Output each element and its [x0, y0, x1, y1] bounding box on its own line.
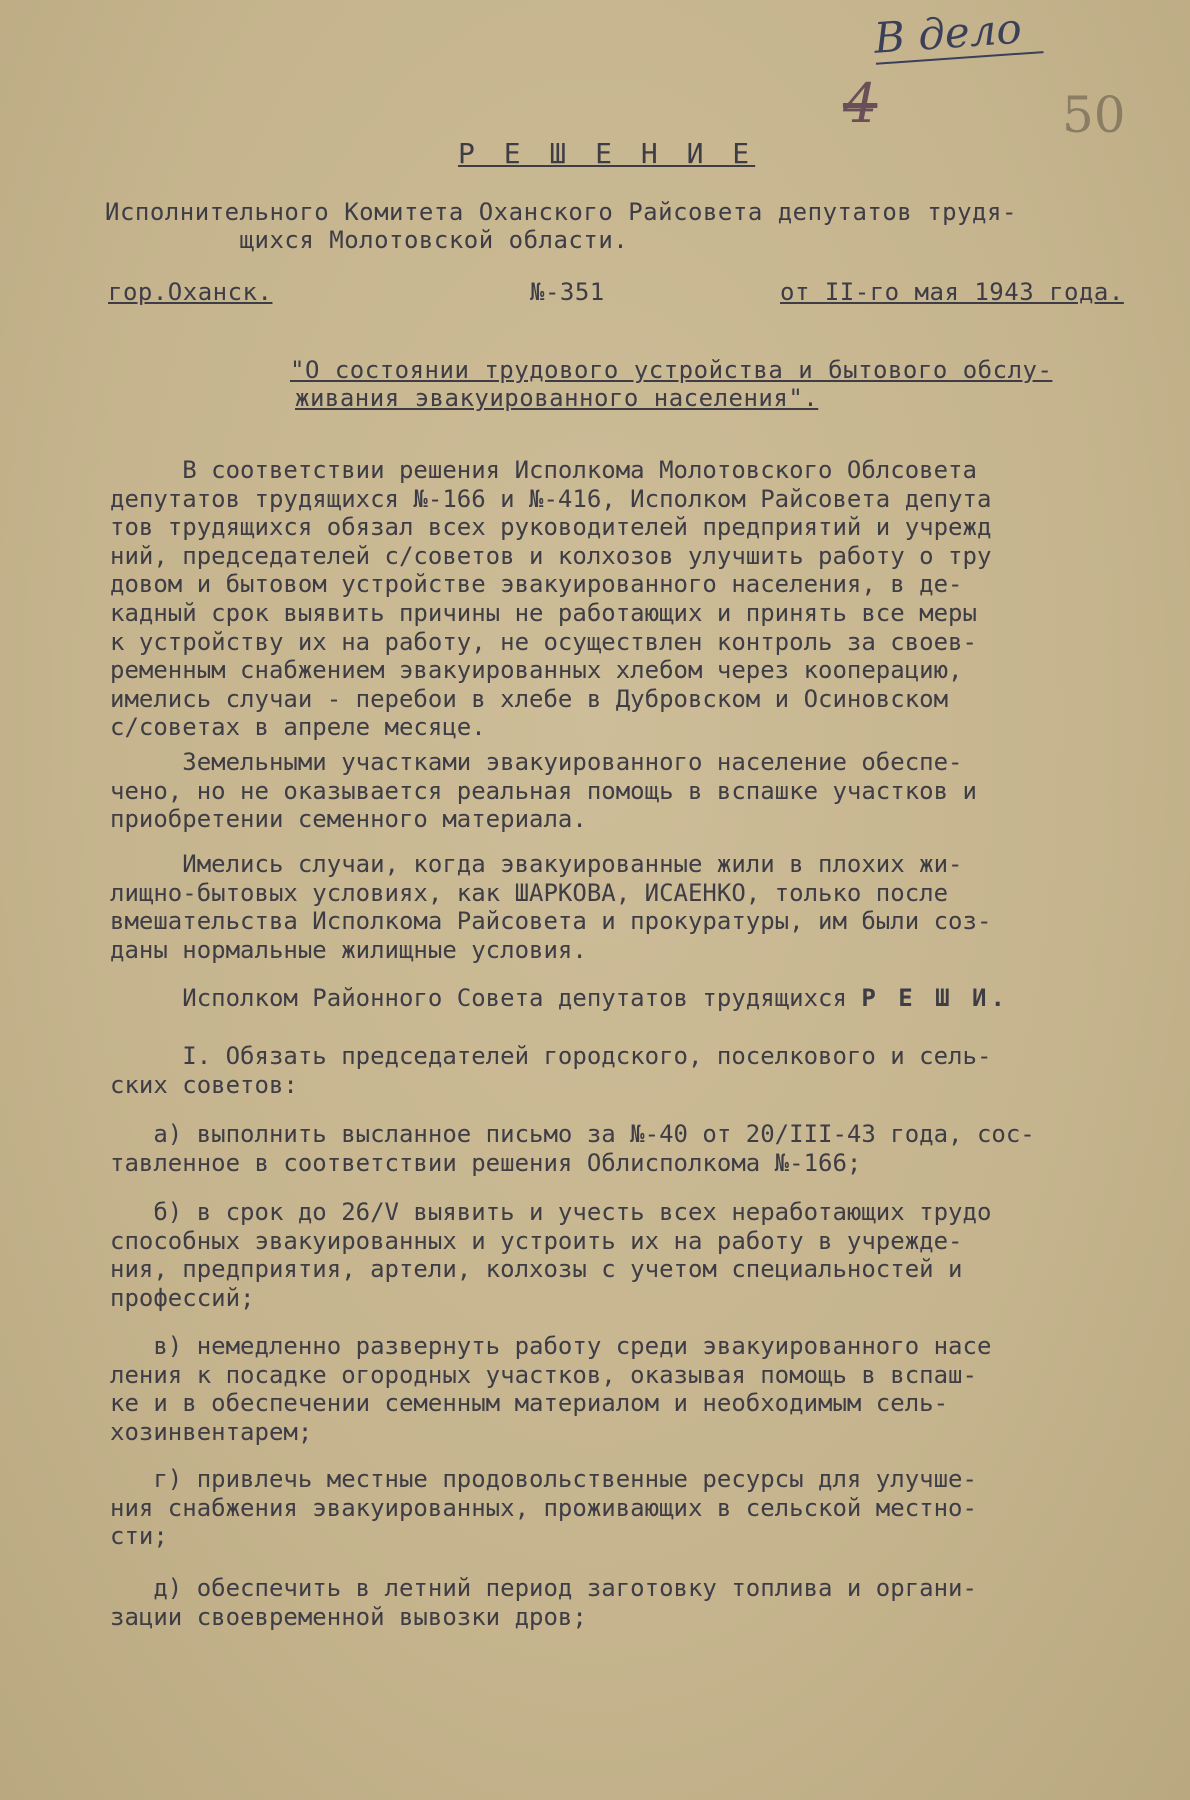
subitem-b: [110, 1198, 1190, 1312]
place: гор.Оханск.: [108, 278, 273, 306]
subitem-v: [110, 1332, 1190, 1446]
text-line: даны нормальные жилищные условия.: [110, 935, 587, 964]
text-line: ний, председателей с/советов и колхозов улучшить работу о тру: [110, 541, 992, 570]
paragraph-resolution-intro: [110, 984, 1190, 1013]
text-line: лищно-бытовых условиях, как ШАРКОВА, ИСАЕНКО, только после: [110, 878, 949, 907]
text-line: имелись случаи - перебои в хлебе в Дубровском и Осиновском: [110, 684, 949, 713]
issuer-line-2: щихся Молотовской области.: [105, 226, 629, 254]
text-line: ке и в обеспечении семенным материалом и необходимым сель-: [110, 1389, 949, 1418]
paragraph-2: [110, 748, 1190, 834]
text-line: ния снабжения эвакуированных, проживающих в сельской местно-: [110, 1493, 977, 1522]
subitem-a: [110, 1120, 1190, 1177]
text-line: приобретении семенного материала.: [110, 805, 587, 834]
text-line: б) в срок до 26/V выявить и учесть всех неработающих трудо: [110, 1198, 992, 1226]
text-line: довом и бытовом устройстве эвакуированного населения, в де-: [110, 570, 963, 599]
text-line: Имелись случаи, когда эвакуированные жили в плохих жи-: [110, 850, 963, 878]
text-line: В соответствии решения Исполкома Молотовского Облсовета: [110, 456, 977, 484]
text-line: [110, 984, 1190, 1013]
text-line: хозинвентарем;: [110, 1417, 313, 1446]
issuer-line-1: Исполнительного Комитета Оханского Райсовета депутатов трудя-: [105, 198, 1017, 226]
page-number: 50: [1062, 86, 1126, 144]
decision-date: от II-го мая 1943 года.: [780, 278, 1124, 306]
crossed-mark: 4: [843, 72, 878, 135]
paragraph-3: [110, 850, 1190, 964]
text-line: сти;: [110, 1522, 168, 1551]
handwritten-note: В дело: [872, 2, 1043, 65]
text-line: зации своевременной вывозки дров;: [110, 1602, 587, 1631]
text-line: депутатов трудящихся №-166 и №-416, Исполком Райсовета депута: [110, 484, 992, 513]
paragraph-item-1: [110, 1042, 1190, 1099]
text-line: профессий;: [110, 1283, 255, 1312]
subitem-d: [110, 1574, 1190, 1631]
subitem-g: [110, 1465, 1190, 1551]
subject-line-2: живания эвакуированного населения".: [295, 384, 819, 412]
text-line: тавленное в соответствии решения Облисполкома №-166;: [110, 1148, 862, 1177]
text-line: I. Обязать председателей городского, поселкового и сель-: [110, 1042, 992, 1070]
text-line: кадный срок выявить причины не работающих и принять все меры: [110, 598, 977, 627]
text-line: ских советов:: [110, 1070, 298, 1099]
text-line: тов трудящихся обязал всех руководителей предприятий и учрежд: [110, 513, 992, 542]
decision-number: №-351: [530, 278, 605, 306]
text-line: в) немедленно развернуть работу среди эвакуированного насе: [110, 1332, 992, 1360]
text-line: а) выполнить высланное письмо за №-40 от 20/III-43 года, сос-: [110, 1120, 1035, 1148]
text-line: ления к посадке огородных участков, оказывая помощь в вспаш-: [110, 1360, 977, 1389]
text-line: ния, предприятия, артели, колхозы с учетом специальностей и: [110, 1255, 963, 1284]
resolution-keyword: Р Е Ш И.: [861, 984, 1009, 1012]
document-title: Р Е Ш Е Н И Е: [458, 137, 756, 170]
text-line: Земельными участками эвакуированного население обеспе-: [110, 748, 963, 776]
text-line: способных эвакуированных и устроить их на работу в учрежде-: [110, 1226, 963, 1255]
text-line: ременным снабжением эвакуированных хлебом через кооперацию,: [110, 656, 963, 685]
text-line: д) обеспечить в летний период заготовку топлива и органи-: [110, 1574, 977, 1602]
text-line: вмешательства Исполкома Райсовета и прокуратуры, им были соз-: [110, 907, 992, 936]
text-line: г) привлечь местные продовольственные ресурсы для улучше-: [110, 1465, 977, 1493]
text-line: чено, но не оказывается реальная помощь в вспашке участков и: [110, 776, 977, 805]
text-line: с/советах в апреле месяце.: [110, 713, 486, 742]
resolution-intro-text: Исполком Районного Совета депутатов трудящихся: [110, 984, 862, 1012]
subject-line-1: "О состоянии трудового устройства и бытового обслу-: [290, 356, 1053, 384]
text-line: к устройству их на работу, не осуществлен контроль за своев-: [110, 627, 977, 656]
paragraph-1: [110, 456, 1190, 742]
